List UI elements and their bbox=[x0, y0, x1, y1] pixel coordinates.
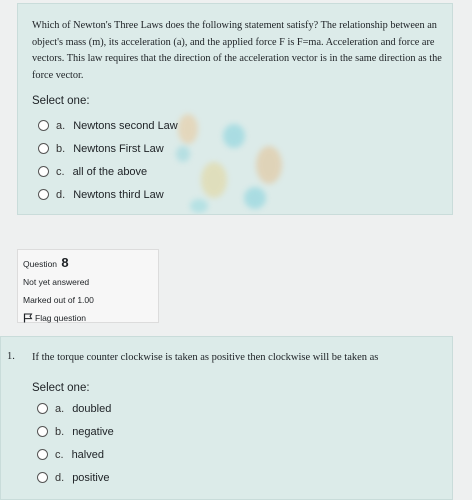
flag-question-link[interactable] bbox=[23, 313, 158, 323]
option-letter: a. bbox=[55, 402, 65, 415]
option-label: Newtons third Law bbox=[73, 188, 164, 201]
question-number-label: 1. bbox=[7, 351, 15, 362]
answer-list bbox=[37, 397, 114, 489]
decoration bbox=[244, 187, 266, 209]
answer-status: Not yet answered bbox=[23, 277, 90, 287]
answer-option-b[interactable] bbox=[37, 420, 114, 443]
decoration bbox=[176, 146, 190, 162]
answer-option-c[interactable] bbox=[38, 160, 178, 183]
option-label: Newtons First Law bbox=[73, 142, 164, 155]
decoration bbox=[178, 114, 198, 144]
answer-option-d[interactable] bbox=[38, 183, 178, 206]
option-label: Newtons second Law bbox=[73, 119, 178, 132]
option-label: halved bbox=[71, 448, 104, 461]
question-info-panel bbox=[17, 249, 159, 323]
option-letter: d. bbox=[56, 188, 66, 201]
radio-icon[interactable] bbox=[37, 426, 48, 437]
option-label: doubled bbox=[72, 402, 112, 415]
option-letter: b. bbox=[56, 142, 66, 155]
radio-icon[interactable] bbox=[37, 472, 48, 483]
radio-icon[interactable] bbox=[38, 120, 49, 131]
question-card-torque bbox=[0, 336, 453, 500]
radio-icon[interactable] bbox=[38, 189, 49, 200]
answer-option-b[interactable] bbox=[38, 137, 178, 160]
option-letter: b. bbox=[55, 425, 65, 438]
option-label: all of the above bbox=[72, 165, 148, 178]
option-label: negative bbox=[72, 425, 114, 438]
answer-option-c[interactable] bbox=[37, 443, 114, 466]
answer-option-a[interactable] bbox=[38, 114, 178, 137]
answer-option-d[interactable] bbox=[37, 466, 114, 489]
decoration bbox=[223, 124, 245, 148]
answer-list bbox=[38, 114, 178, 206]
radio-icon[interactable] bbox=[37, 403, 48, 414]
decoration bbox=[190, 199, 208, 213]
option-letter: a. bbox=[56, 119, 66, 132]
option-letter: c. bbox=[55, 448, 64, 461]
question-card-newton bbox=[17, 3, 453, 215]
question-prefix: Question bbox=[23, 259, 58, 269]
question-number-value: 8 bbox=[61, 255, 69, 270]
radio-icon[interactable] bbox=[38, 143, 49, 154]
question-number bbox=[23, 255, 158, 270]
flag-icon bbox=[23, 313, 33, 323]
option-label: positive bbox=[72, 471, 110, 484]
answer-option-a[interactable] bbox=[37, 397, 114, 420]
decoration bbox=[256, 146, 282, 184]
select-one-label: Select one: bbox=[32, 382, 90, 394]
radio-icon[interactable] bbox=[37, 449, 48, 460]
question-text: If the torque counter clockwise is taken as positive then clockwise will be taken as bbox=[32, 352, 379, 363]
option-letter: c. bbox=[56, 165, 65, 178]
option-letter: d. bbox=[55, 471, 65, 484]
decoration bbox=[201, 162, 227, 198]
radio-icon[interactable] bbox=[38, 166, 49, 177]
flag-label: Flag question bbox=[35, 313, 87, 323]
question-text: Which of Newton's Three Laws does the following statement satisfy? The relationship between an object's mass (m), its acceleration (a), and the applied force F is F=ma. Acceleration and force are vectors. This law requires that the direction of the acceleration vector is in the same direction as the force vector. bbox=[32, 20, 442, 81]
select-one-label: Select one: bbox=[32, 95, 90, 107]
marks-label: Marked out of 1.00 bbox=[23, 295, 94, 305]
